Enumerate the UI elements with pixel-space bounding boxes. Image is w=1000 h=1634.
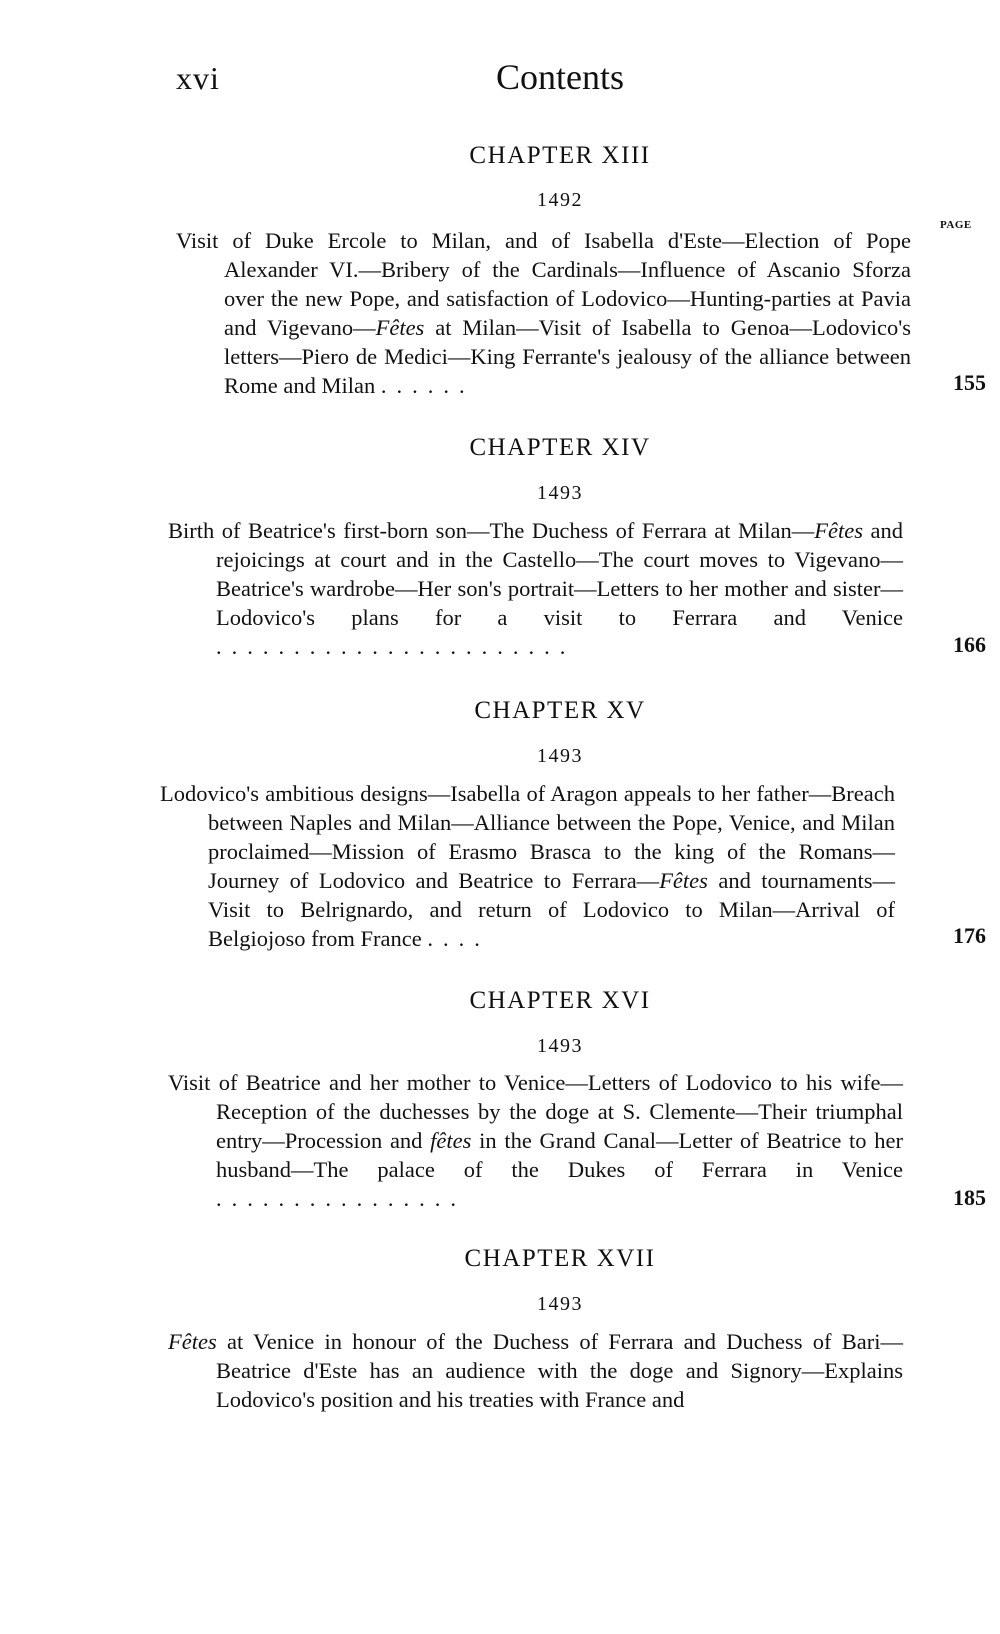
chapter-year: 1493	[537, 482, 583, 504]
chapter-heading: CHAPTER XVI	[469, 987, 651, 1014]
chapter-page: 185	[953, 1185, 986, 1210]
chapter-heading: CHAPTER XIII	[469, 142, 651, 169]
chapter-summary-text: Visit of Duke Ercole to Milan, and of Isabella d'Este—Election of Pope Alexander VI.—Bribery of the Cardinals—Influence of Ascanio Sforza over the new Pope, and satisfaction of Lodovico—Hunting-parties at Pavia and Vigevano—Fêtes at Milan—Visit of Isabella to Genoa—Lodovico's letters—Piero de Medici—King Ferrante's jealousy of the alliance between Rome and Milan	[176, 228, 912, 398]
chapter-summary-text: Lodovico's ambitious designs—Isabella of Aragon appeals to her father—Breach between Naples and Milan—Alliance between the Pope, Venice, and Milan proclaimed—Mission of Erasmo Brasca to the king of the Romans—Journey of Lodovico and Beatrice to Ferrara—Fêtes and tournaments—Visit to Belrignardo, and return of Lodovico to Milan—Arrival of Belgiojoso from France	[160, 781, 895, 951]
chapter-year: 1493	[537, 745, 583, 767]
page-column-label: PAGE	[940, 219, 972, 231]
chapter-summary: Visit of Beatrice and her mother to Venice—Letters of Lodovico to his wife—Reception of the duchesses by the doge at S. Clemente—Their triumphal entry—Procession and fêtes in the Grand Canal—Letter of Beatrice to her husband—The palace of the Dukes of Ferrara in Venice ................	[168, 1070, 903, 1211]
chapter-year: 1493	[537, 1293, 583, 1315]
chapter-page: 176	[953, 923, 986, 948]
chapter-summary: Lodovico's ambitious designs—Isabella of Aragon appeals to her father—Breach between Naples and Milan—Alliance between the Pope, Venice, and Milan proclaimed—Mission of Erasmo Brasca to the king of the Romans—Journey of Lodovico and Beatrice to Ferrara—Fêtes and tournaments—Visit to Belrignardo, and return of Lodovico to Milan—Arrival of Belgiojoso from France ....	[160, 781, 895, 951]
page-title: Contents	[495, 57, 624, 97]
chapter-heading: CHAPTER XVII	[464, 1245, 656, 1272]
chapter-year: 1493	[537, 1035, 583, 1057]
page-number: xvi	[176, 60, 220, 96]
chapter-summary-text: Fêtes at Venice in honour of the Duchess of Ferrara and Duchess of Bari—Beatrice d'Este has an audience with the doge and Signory—Explains Lodovico's position and his treaties with France and	[168, 1329, 903, 1412]
chapter-heading: CHAPTER XIV	[469, 434, 651, 461]
chapter-summary: Visit of Duke Ercole to Milan, and of Isabella d'Este—Election of Pope Alexander VI.—Bribery of the Cardinals—Influence of Ascanio Sforza over the new Pope, and satisfaction of Lodovico—Hunting-parties at Pavia and Vigevano—Fêtes at Milan—Visit of Isabella to Genoa—Lodovico's letters—Piero de Medici—King Ferrante's jealousy of the alliance between Rome and Milan ......	[176, 228, 912, 398]
chapter-summary-text: Visit of Beatrice and her mother to Venice—Letters of Lodovico to his wife—Reception of the duchesses by the doge at S. Clemente—Their triumphal entry—Procession and fêtes in the Grand Canal—Letter of Beatrice to her husband—The palace of the Dukes of Ferrara in Venice	[168, 1070, 903, 1182]
chapter-summary-text: Birth of Beatrice's first-born son—The Duchess of Ferrara at Milan—Fêtes and rejoicings at court and in the Castello—The court moves to Vigevano—Beatrice's wardrobe—Her son's portrait—Letters to her mother and sister—Lodovico's plans for a visit to Ferrara and Venice	[168, 518, 903, 630]
chapter-summary: Birth of Beatrice's first-born son—The Duchess of Ferrara at Milan—Fêtes and rejoicings at court and in the Castello—The court moves to Vigevano—Beatrice's wardrobe—Her son's portrait—Letters to her mother and sister—Lodovico's plans for a visit to Ferrara and Venice .......................	[168, 518, 903, 659]
chapter-summary	[168, 1327, 903, 1414]
chapter-year: 1492	[537, 189, 583, 211]
chapter-page: 166	[953, 632, 986, 657]
chapter-page: 155	[953, 370, 986, 395]
chapter-heading: CHAPTER XV	[474, 697, 646, 724]
